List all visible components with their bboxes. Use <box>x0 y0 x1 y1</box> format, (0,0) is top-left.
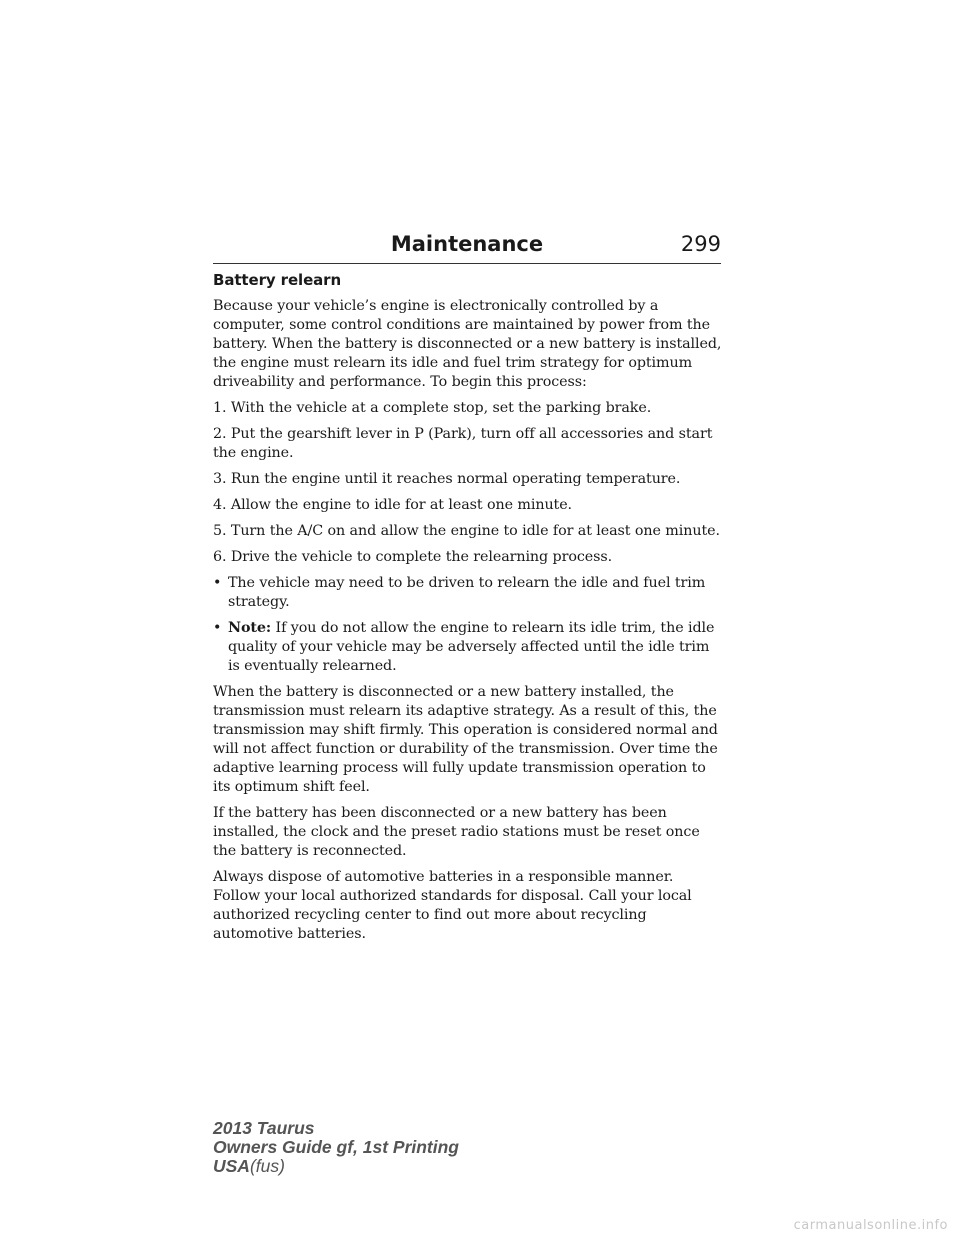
bullet-text: The vehicle may need to be driven to relearn the idle and fuel trim strategy. <box>228 575 706 610</box>
footer-region <box>213 1157 613 1176</box>
step-5: 5. Turn the A/C on and allow the engine to idle for at least one minute. <box>213 523 720 539</box>
step-3: 3. Run the engine until it reaches normal operating temperature. <box>213 471 681 487</box>
page-header <box>213 229 721 264</box>
footer-edition: Owners Guide gf, 1st Printing <box>213 1137 459 1157</box>
bullet-dot: • <box>213 575 222 591</box>
transmission-paragraph: When the battery is disconnected or a new battery installed, the transmission must relearn its adaptive strategy. As a result of this, the transmission may shift firmly. This operation is considered normal and will not affect function or durability of the transmission. Over time the adaptive learning process will fully update transmission operation to its optimum shift feel. <box>213 684 718 795</box>
page-content <box>213 270 723 951</box>
step-4: 4. Allow the engine to idle for at least one minute. <box>213 497 573 513</box>
intro-paragraph: Because your vehicle’s engine is electronically controlled by a computer, some control conditions are maintained by power from the battery. When the battery is disconnected or a new battery is installed, the engine must relearn its idle and fuel trim strategy for optimum driveability and performance. To begin this process: <box>213 298 722 390</box>
footer-region-suffix: (fus) <box>249 1156 285 1176</box>
bullet-dot: • <box>213 620 222 636</box>
footer-model: 2013 Taurus <box>213 1118 315 1138</box>
section-heading: Battery relearn <box>213 271 342 289</box>
note-label: Note: <box>228 620 272 636</box>
disposal-paragraph: Always dispose of automotive batteries in a responsible manner. Follow your local authorized standards for disposal. Call your local authorized recycling center to find out more about recycling automotive batteries. <box>213 869 692 942</box>
footer-region-main: USA <box>213 1156 250 1176</box>
step-2: 2. Put the gearshift lever in P (Park), turn off all accessories and start the engine. <box>213 426 713 461</box>
page-footer <box>213 1119 613 1176</box>
page-number: 299 <box>680 232 721 256</box>
note-text: If you do not allow the engine to relearn its idle trim, the idle quality of your vehicle may be adversely affected until the idle trim is eventually relearned. <box>228 620 715 674</box>
step-1: 1. With the vehicle at a complete stop, set the parking brake. <box>213 400 652 416</box>
bullet-item <box>213 574 723 612</box>
watermark: carmanualsonline.info <box>793 1218 948 1233</box>
step-6: 6. Drive the vehicle to complete the relearning process. <box>213 549 613 565</box>
header-title: Maintenance <box>390 232 544 256</box>
clock-radio-paragraph: If the battery has been disconnected or a new battery has been installed, the clock and the preset radio stations must be reset once the battery is reconnected. <box>213 805 700 859</box>
note-bullet-item <box>213 619 723 676</box>
